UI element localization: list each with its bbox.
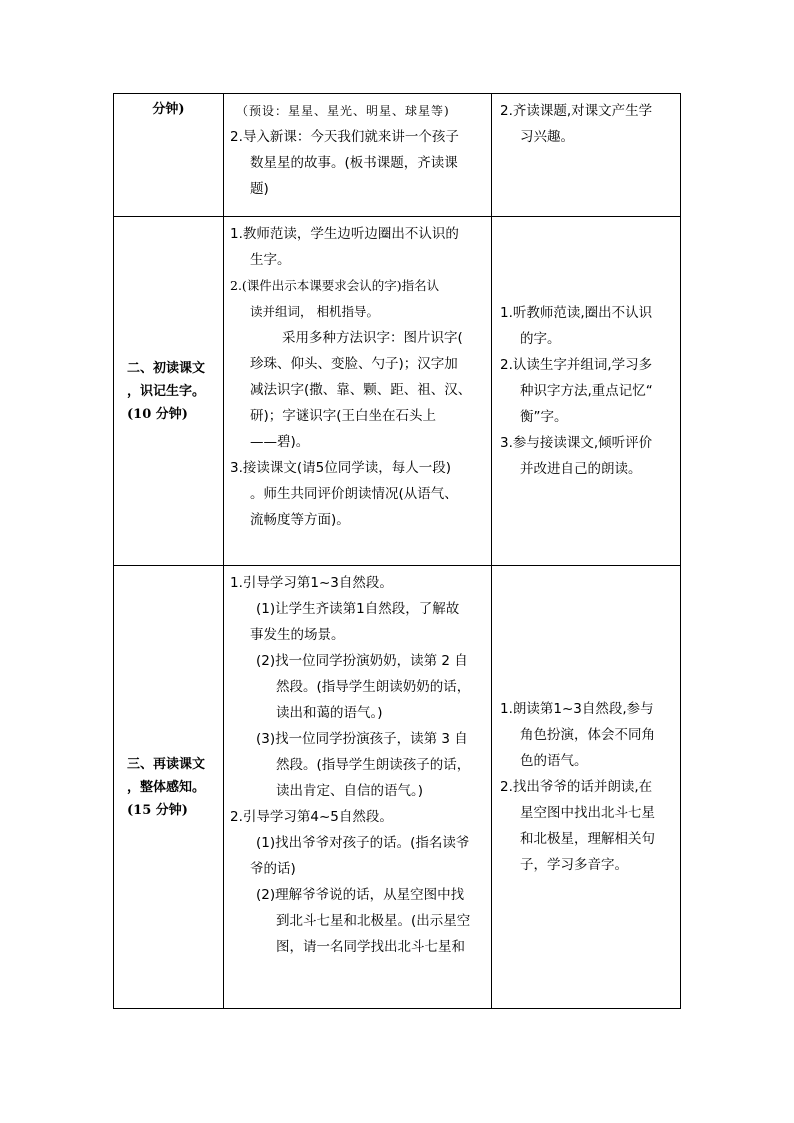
text-line: 1.教师范读，学生边听边圈出不认识的 <box>230 226 459 242</box>
stage-text: (15 分钟) <box>127 802 188 818</box>
text-line: 2.齐读课题,对课文产生学 <box>500 103 653 119</box>
text-line: (2)找一位同学扮演奶奶，读第 2 自 <box>256 653 468 669</box>
teacher-activity-cell <box>224 94 492 217</box>
text-line: 采用多种方法识字：图片识字( <box>282 330 463 346</box>
text-line: 题) <box>250 181 269 197</box>
text-line: 3.接读课文(请5位同学读，每人一段) <box>230 460 452 476</box>
text-line: 1.引导学习第1~3自然段。 <box>230 575 393 591</box>
text-line: 减法识字(撒、靠、颗、距、祖、汉、 <box>250 382 472 398</box>
lesson-plan-table <box>113 93 681 1009</box>
text-line: 的字。 <box>520 331 561 347</box>
text-line: 衡”字。 <box>520 409 568 425</box>
text-line: 珍珠、仰头、变脸、勺子)；汉字加 <box>250 356 458 372</box>
text-line: 生字。 <box>250 252 291 268</box>
student-activity-cell <box>492 566 681 1009</box>
stage-cell <box>114 94 224 217</box>
text-line: 种识字方法,重点记忆“ <box>520 383 653 399</box>
teacher-activity-cell <box>224 566 492 1009</box>
stage-cell <box>114 217 224 566</box>
stage-text: 三、再读课文 <box>127 756 206 772</box>
table-row <box>114 94 681 217</box>
text-line: 和北极星，理解相关句 <box>520 831 655 847</box>
text-line: 1.朗读第1~3自然段,参与 <box>500 701 654 717</box>
text-line: 2.引导学习第4~5自然段。 <box>230 809 393 825</box>
text-line: (2)理解爷爷说的话，从星空图中找 <box>256 887 465 903</box>
stage-text: 二、初读课文 <box>127 360 206 376</box>
text-line: 角色扮演，体会不同角 <box>520 727 655 743</box>
teacher-activity-cell <box>224 217 492 566</box>
text-line: 数星星的故事。(板书课题，齐读课 <box>250 155 458 171</box>
text-line: 2.导入新课：今天我们就来讲一个孩子 <box>230 129 459 145</box>
text-line: (1)找出爷爷对孩子的话。(指名读爷 <box>256 835 470 851</box>
stage-text: ，整体感知。 <box>127 779 206 795</box>
text-line: （预设：星星、星光、明星、球星等) <box>236 104 450 118</box>
text-line: (1)让学生齐读第1自然段，了解故 <box>256 601 460 617</box>
text-line: 2.找出爷爷的话并朗读,在 <box>500 779 653 795</box>
text-line: 1.听教师范读,圈出不认识 <box>500 305 653 321</box>
text-line: 流畅度等方面)。 <box>250 512 350 528</box>
stage-text: (10 分钟) <box>127 406 188 422</box>
text-line: 然段。(指导学生朗读奶奶的话， <box>276 679 471 695</box>
text-line: 子，学习多音字。 <box>520 857 628 873</box>
stage-text: 分钟) <box>152 102 185 117</box>
text-line: 习兴趣。 <box>520 129 574 145</box>
text-line: 爷的话) <box>250 861 296 877</box>
text-line: 事发生的场景。 <box>250 627 345 643</box>
text-line: 读出肯定、自信的语气。) <box>276 783 424 799</box>
text-line: 2.认读生字并组词,学习多 <box>500 357 653 373</box>
text-line: (3)找一位同学扮演孩子，读第 3 自 <box>256 731 468 747</box>
text-line: 并改进自己的朗读。 <box>520 461 642 477</box>
text-line: 星空图中找出北斗七星 <box>520 805 655 821</box>
student-activity-cell <box>492 94 681 217</box>
text-line: 。师生共同评价朗读情况(从语气、 <box>250 486 458 502</box>
text-line: 色的语气。 <box>520 753 588 769</box>
text-line: 读出和蔼的语气。) <box>276 705 383 721</box>
student-activity-cell <box>492 217 681 566</box>
stage-text: ，识记生字。 <box>127 383 206 399</box>
table-row <box>114 217 681 566</box>
text-line: 读并组词， 相机指导。 <box>250 304 379 319</box>
stage-cell <box>114 566 224 1009</box>
text-line: 图，请一名同学找出北斗七星和 <box>276 939 465 955</box>
text-line: 研)；字谜识字(王白坐在石头上 <box>250 408 437 424</box>
text-line: 2.(课件出示本课要求会认的字)指名认 <box>230 278 440 293</box>
text-line: 然段。(指导学生朗读孩子的话， <box>276 757 471 773</box>
text-line: ——碧)。 <box>250 434 310 450</box>
text-line: 到北斗七星和北极星。(出示星空 <box>276 913 471 929</box>
text-line: 3.参与接读课文,倾听评价 <box>500 435 653 451</box>
table-row <box>114 566 681 1009</box>
